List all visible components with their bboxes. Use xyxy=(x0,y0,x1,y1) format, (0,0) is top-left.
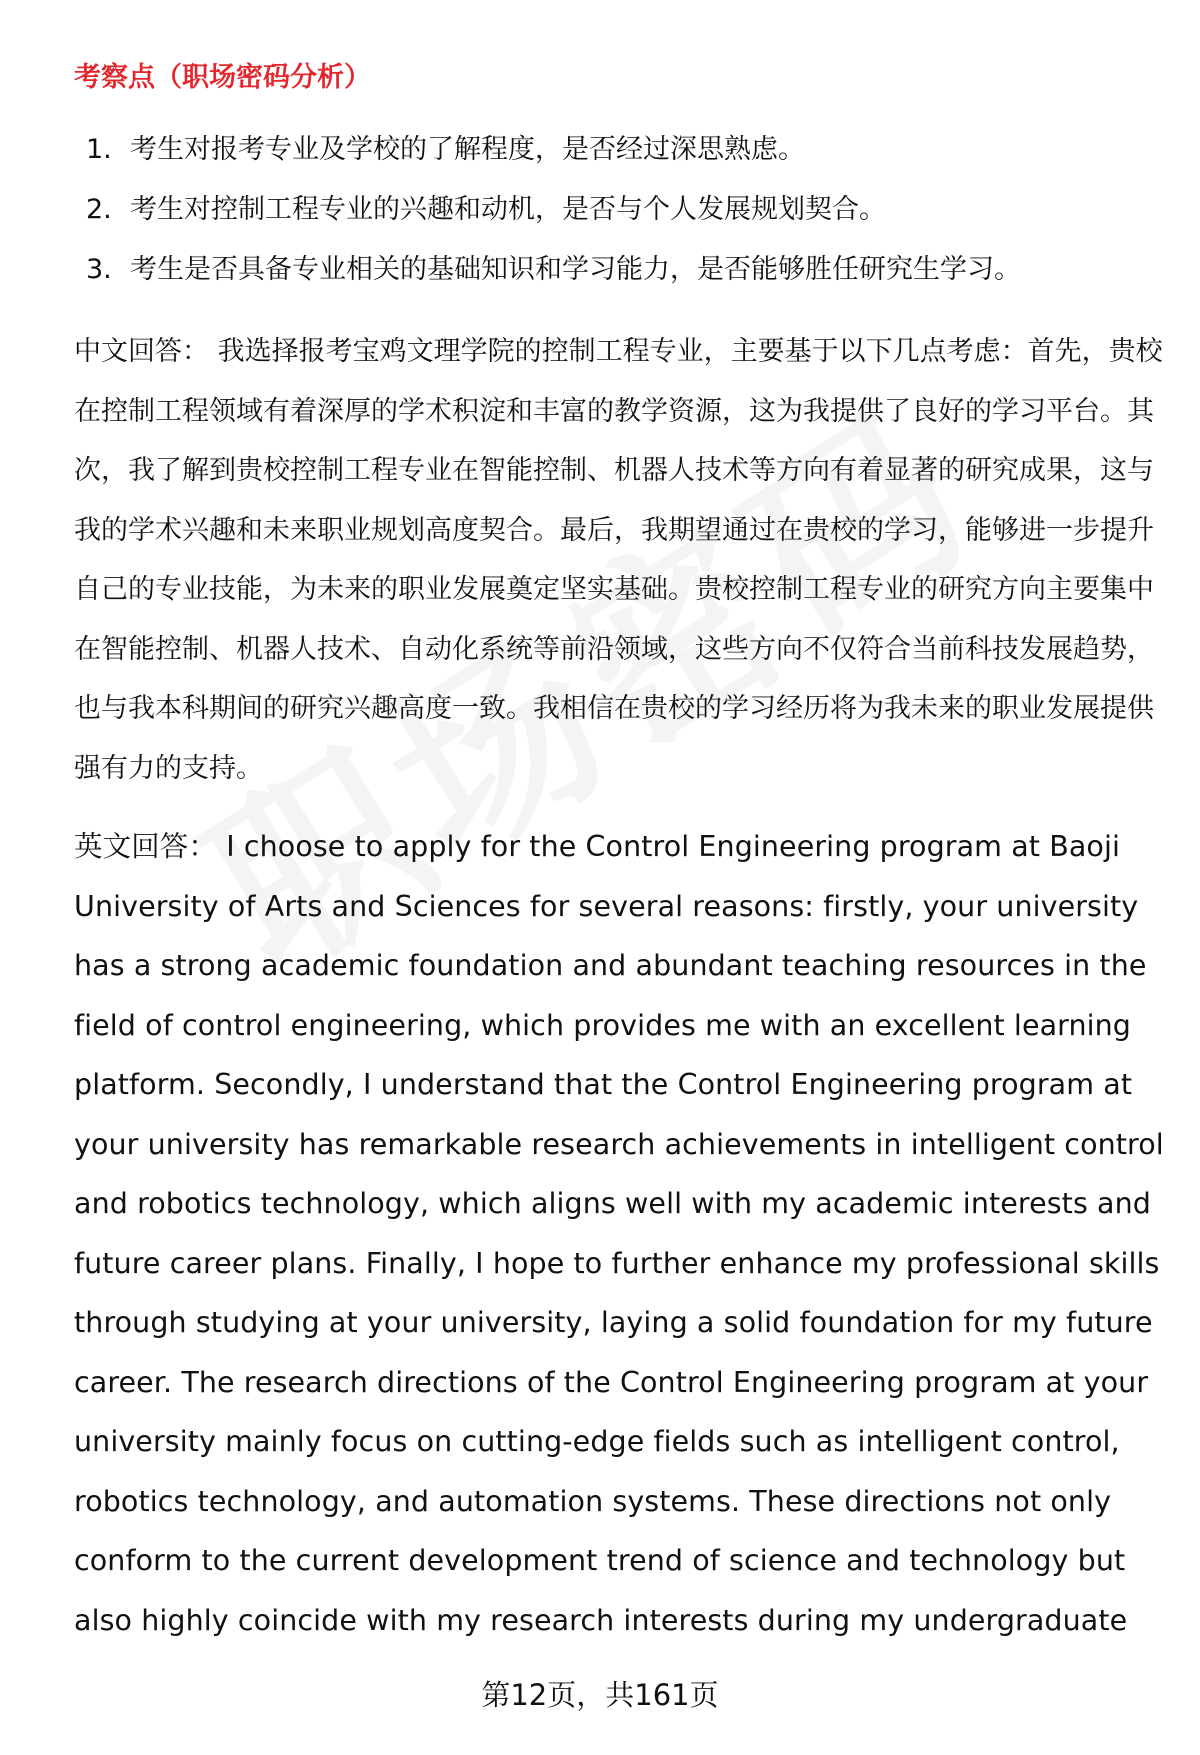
list-item-text: 考生对报考专业及学校的了解程度，是否经过深思熟虑。 xyxy=(130,134,805,165)
list-item-number: 3. xyxy=(86,254,112,285)
section-title: 考察点（职场密码分析） xyxy=(74,62,371,93)
chinese-answer-text: 我选择报考宝鸡文理学院的控制工程专业，主要基于以下几点考虑：首先，贵校在控制工程领域有着深厚的学术积淀和丰富的教学资源，这为我提供了良好的学习平台。其次，我了解到贵校控制工程专业在智能控制、机器人技术等方向有着显著的研究成果，这与我的学术兴趣和未来职业规划高度契合。最后，我期望通过在贵校的学习，能够进一步提升自己的专业技能，为未来的职业发展奠定坚实基础。贵校控制工程专业的研究方向主要集中在智能控制、机器人技术、自动化系统等前沿领域，这些方向不仅符合当前科技发展趋势，也与我本科期间的研究兴趣高度一致。我相信在贵校的学习经历将为我未来的职业发展提供强有力的支持。 xyxy=(74,336,1163,784)
list-item-number: 2. xyxy=(86,194,112,225)
assessment-points-list xyxy=(74,120,1164,300)
list-item xyxy=(74,240,1164,300)
page-number: 第12页，共161页 xyxy=(481,1678,719,1712)
english-answer-label: 英文回答： xyxy=(74,830,218,863)
list-item-number: 1. xyxy=(86,134,112,165)
chinese-answer-label: 中文回答： xyxy=(74,336,209,367)
chinese-answer-paragraph xyxy=(74,322,1164,798)
english-answer-paragraph xyxy=(74,817,1164,1650)
list-item-text: 考生是否具备专业相关的基础知识和学习能力，是否能够胜任研究生学习。 xyxy=(130,254,1021,285)
document-body xyxy=(74,58,1164,1650)
list-item xyxy=(74,120,1164,180)
english-answer-text: I choose to apply for the Control Engineering program at Baoji University of Arts and Sciences for several reasons: firstly, your university has a strong academic foundation and abundant teaching resources in the field of control engineering, which provides me with an excellent learning platform. Secondly, I understand that the Control Engineering program at your university has remarkable research achievements in intelligent control and robotics technology, which aligns well with my academic interests and future career plans. Finally, I hope to further enhance my professional skills through studying at your university, laying a solid foundation for my future career. The research directions of the Control Engineering program at your university mainly focus on cutting-edge fields such as intelligent control, robotics technology, and automation systems. These directions not only conform to the current development trend of science and technology but also highly coincide with my research interests during my undergraduate xyxy=(74,830,1164,1637)
list-item xyxy=(74,180,1164,240)
list-item-text: 考生对控制工程专业的兴趣和动机，是否与个人发展规划契合。 xyxy=(130,194,886,225)
